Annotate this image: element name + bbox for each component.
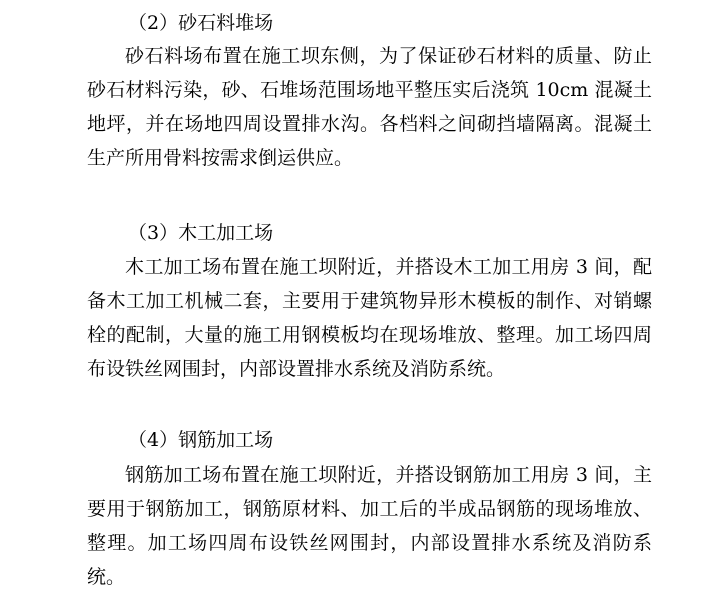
section-heading-sand-gravel-yard: （2）砂石料堆场	[128, 12, 274, 34]
section-body-carpentry-workshop: 木工加工场布置在施工坝附近，并搭设木工加工用房 3 间，配备木工加工机械二套，主要用于建筑物异形木模板的制作、对销螺栓的配制，大量的施工用钢模板均在现场堆放、整理。加工场四周布设铁丝网围封，内部设置排水系统及消防系统。	[87, 256, 652, 380]
section-heading-rebar-workshop: （4）钢筋加工场	[128, 429, 274, 451]
section-body-sand-gravel-yard: 砂石料场布置在施工坝东侧，为了保证砂石材料的质量、防止砂石材料污染，砂、石堆场范围场地平整压实后浇筑 10cm 混凝土地坪，并在场地四周设置排水沟。各档料之间砌挡墙隔离。混凝土生产所用骨料按需求倒运供应。	[87, 45, 652, 169]
section-heading-carpentry-workshop: （3）木工加工场	[128, 222, 274, 244]
section-body-rebar-workshop: 钢筋加工场布置在施工坝附近，并搭设钢筋加工用房 3 间，主要用于钢筋加工，钢筋原材料、加工后的半成品钢筋的现场堆放、整理。加工场四周布设铁丝网围封，内部设置排水系统及消防系统。	[87, 464, 652, 588]
